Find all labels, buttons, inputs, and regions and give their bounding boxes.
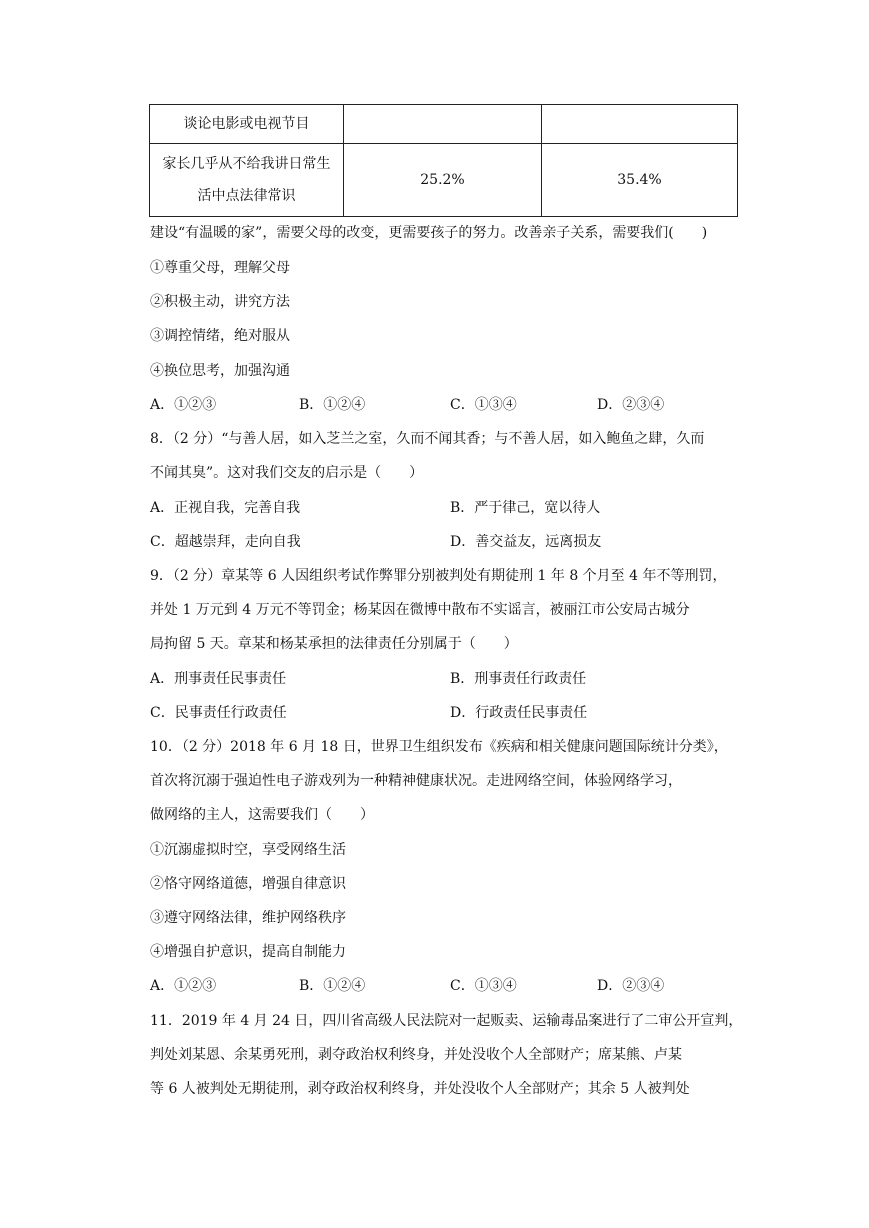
table-cell-value: 35.4% xyxy=(542,144,738,217)
question-7-stem: 建设“有温暖的家”，需要父母的改变，更需要孩子的努力。改善亲子关系，需要我们( ) xyxy=(150,225,708,241)
table-row xyxy=(150,105,738,144)
table-cell-value xyxy=(344,105,542,144)
question-10-option-c[interactable]: C．①③④ xyxy=(450,978,517,994)
question-7-option-b[interactable]: B．①②④ xyxy=(299,397,366,413)
question-8-option-d[interactable]: D．善交益友，远离损友 xyxy=(450,534,602,550)
question-9-option-d[interactable]: D．行政责任民事责任 xyxy=(450,705,588,721)
question-10-option-b[interactable]: B．①②④ xyxy=(299,978,366,994)
question-10-stem: 首次将沉溺于强迫性电子游戏列为一种精神健康状况。走进网络空间，体验网络学习， xyxy=(150,773,682,789)
question-10-item: ④增强自护意识，提高自制能力 xyxy=(150,944,346,960)
question-10-option-a[interactable]: A．①②③ xyxy=(150,978,217,994)
question-9-stem: 局拘留 5 天。章某和杨某承担的法律责任分别属于（ ） xyxy=(150,636,518,652)
question-11-stem: 11．2019 年 4 月 24 日，四川省高级人民法院对一起贩卖、运输毒品案进行了二审公开宣判， xyxy=(150,1013,743,1029)
question-7-option-d[interactable]: D．②③④ xyxy=(597,397,665,413)
question-8-stem: 不闻其臭”。这对我们交友的启示是（ ） xyxy=(150,465,424,481)
question-7-option-a[interactable]: A．①②③ xyxy=(150,397,217,413)
question-7-item: ②积极主动，讲究方法 xyxy=(150,294,290,310)
question-8-option-b[interactable]: B．严于律己，宽以待人 xyxy=(450,500,601,516)
question-10-item: ③遵守网络法律，维护网络秩序 xyxy=(150,910,346,926)
question-9-option-b[interactable]: B．刑事责任行政责任 xyxy=(450,671,587,687)
question-7-option-c[interactable]: C．①③④ xyxy=(450,397,517,413)
question-7-item: ④换位思考，加强沟通 xyxy=(150,363,290,379)
question-10-stem: 做网络的主人，这需要我们（ ） xyxy=(150,807,374,823)
table-cell-label: 谈论电影或电视节目 xyxy=(150,105,344,144)
question-10-item: ①沉溺虚拟时空，享受网络生活 xyxy=(150,842,346,858)
table-cell-value: 25.2% xyxy=(344,144,542,217)
question-7-item: ③调控情绪，绝对服从 xyxy=(150,328,290,344)
question-10-stem: 10．（2 分）2018 年 6 月 18 日，世界卫生组织发布《疾病和相关健康问题国际统计分类》， xyxy=(150,739,728,755)
question-11-stem: 等 6 人被判处无期徒刑，剥夺政治权利终身，并处没收个人全部财产；其余 5 人被判处 xyxy=(150,1081,690,1097)
question-9-option-c[interactable]: C．民事责任行政责任 xyxy=(150,705,287,721)
question-9-stem: 并处 1 万元到 4 万元不等罚金；杨某因在微博中散布不实谣言，被丽江市公安局古城分 xyxy=(150,602,690,618)
table-row xyxy=(150,144,738,217)
question-7-item: ①尊重父母，理解父母 xyxy=(150,260,290,276)
table-cell-label-line: 家长几乎从不给我讲日常生 xyxy=(162,156,331,172)
table-cell-label-line: 活中点法律常识 xyxy=(197,188,296,204)
question-10-item: ②恪守网络道德，增强自律意识 xyxy=(150,876,346,892)
question-9-stem: 9．（2 分）章某等 6 人因组织考试作弊罪分别被判处有期徒刑 1 年 8 个月至 4 年不等刑罚， xyxy=(150,568,727,584)
question-8-option-c[interactable]: C．超越崇拜，走向自我 xyxy=(150,534,301,550)
question-9-option-a[interactable]: A．刑事责任民事责任 xyxy=(150,671,287,687)
table-cell-label xyxy=(150,144,344,217)
survey-table xyxy=(149,104,738,217)
question-8-option-a[interactable]: A．正视自我，完善自我 xyxy=(150,500,301,516)
question-11-stem: 判处刘某恩、余某勇死刑，剥夺政治权利终身，并处没收个人全部财产；席某熊、卢某 xyxy=(150,1047,682,1063)
question-10-option-d[interactable]: D．②③④ xyxy=(597,978,665,994)
table-cell-value xyxy=(542,105,738,144)
question-8-stem: 8．（2 分）“与善人居，如入芝兰之室，久而不闻其香；与不善人居，如入鲍鱼之肆，久而 xyxy=(150,431,705,447)
